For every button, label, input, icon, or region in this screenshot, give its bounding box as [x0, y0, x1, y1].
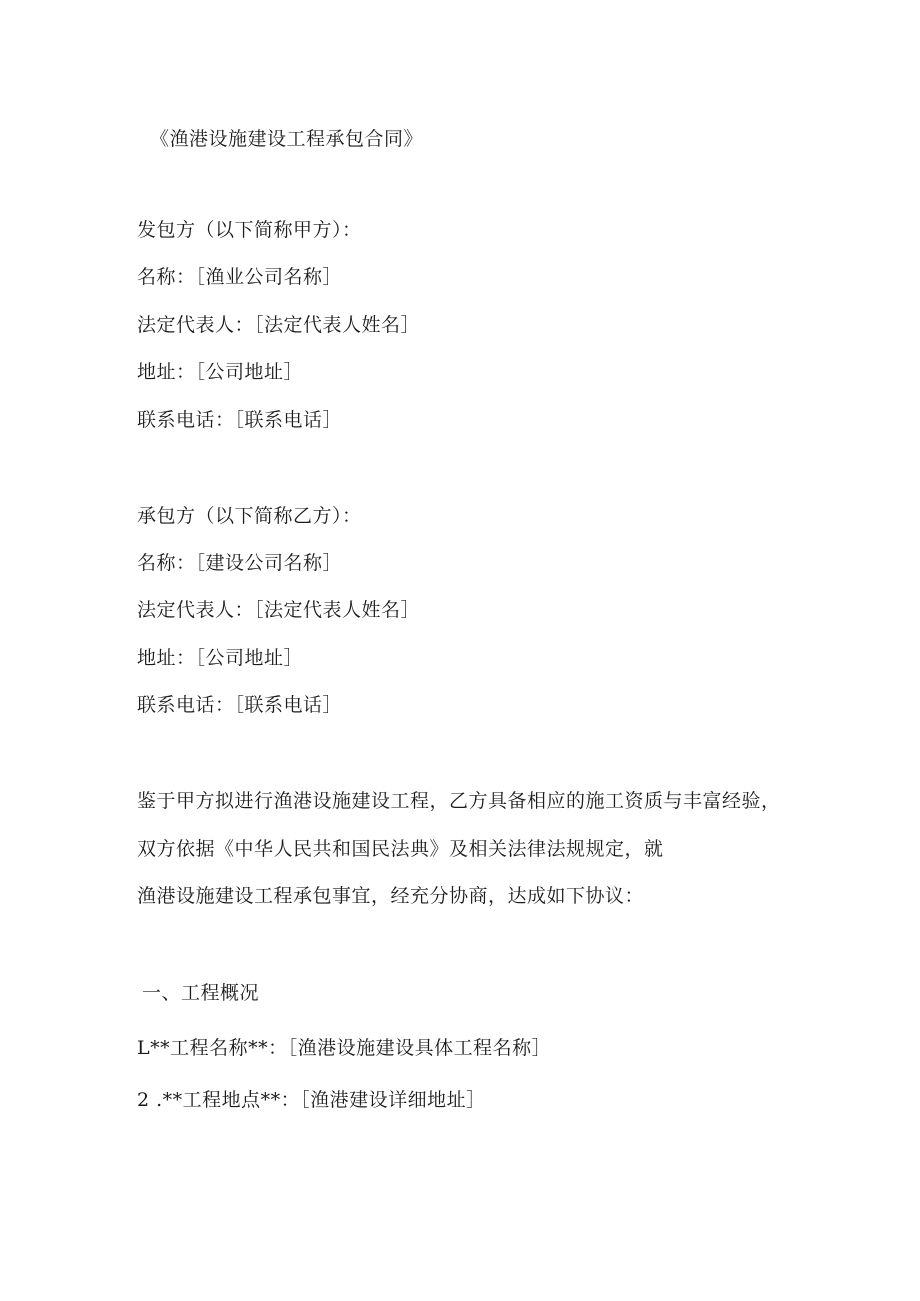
party-b-phone: 联系电话：［联系电话］ [137, 694, 343, 716]
party-a-phone: 联系电话：［联系电话］ [137, 409, 343, 431]
preamble-line: 渔港设施建设工程承包事宜，经充分协商，达成如下协议： [137, 885, 645, 907]
party-a-heading: 发包方（以下简称甲方）： [137, 219, 362, 241]
section-item: L**工程名称**：［渔港设施建设具体工程名称］ [137, 1037, 552, 1059]
preamble-line: 双方依据《中华人民共和国民法典》及相关法律法规规定，就 [137, 838, 664, 860]
party-b-representative: 法定代表人：［法定代表人姓名］ [137, 599, 421, 621]
party-b-address: 地址：［公司地址］ [137, 647, 304, 669]
section-heading: 一、工程概况 [142, 982, 260, 1004]
section-item: 2 .**工程地点**：［渔港建设详细地址］ [137, 1089, 486, 1111]
party-a-name: 名称：［渔业公司名称］ [137, 266, 343, 288]
party-a-address: 地址：［公司地址］ [137, 361, 304, 383]
party-b-name: 名称：［建设公司名称］ [137, 552, 343, 574]
party-a-representative: 法定代表人：［法定代表人姓名］ [137, 314, 421, 336]
contract-title: 《渔港设施建设工程承包合同》 [150, 128, 424, 150]
party-b-heading: 承包方（以下简称乙方）： [137, 505, 362, 527]
preamble-line: 鉴于甲方拟进行渔港设施建设工程，乙方具备相应的施工资质与丰富经验， [137, 790, 781, 812]
